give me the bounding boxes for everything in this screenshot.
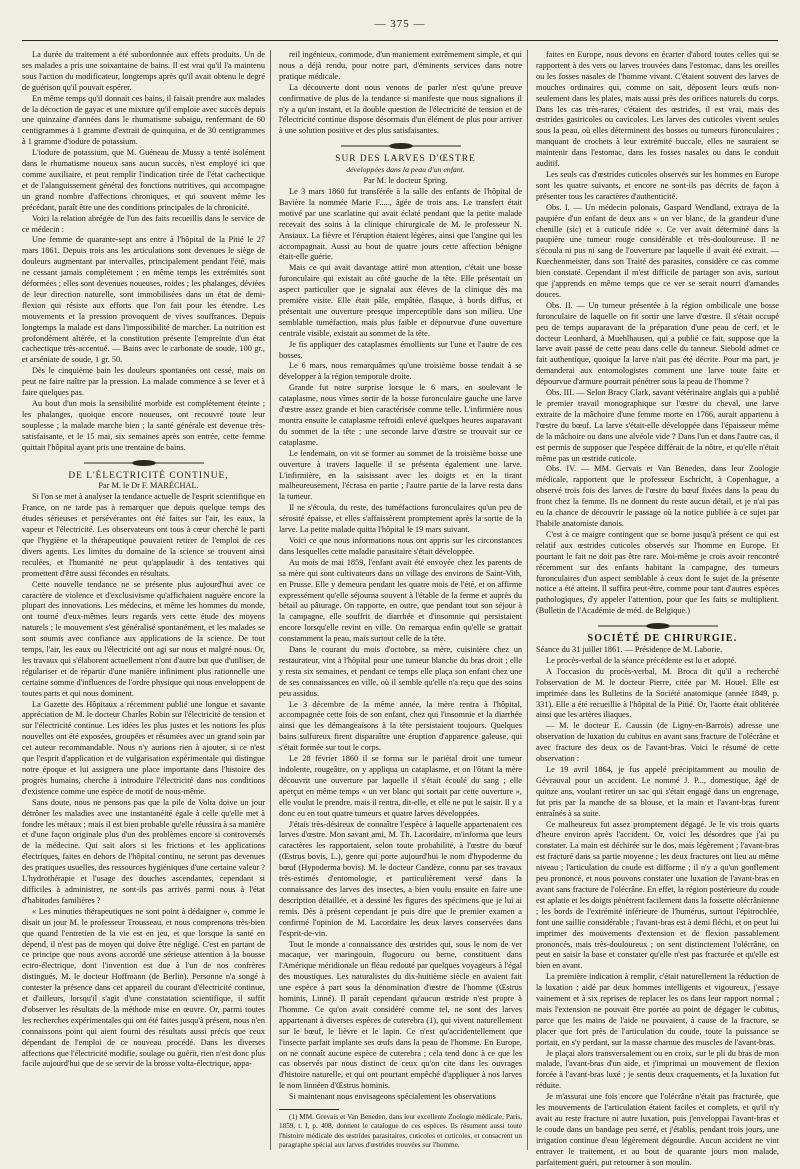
paragraph: Si l'on se met à analyser la tendance actuelle de l'esprit scientifique en France, on ne tarde pas à remarquer que depuis quelque temps des études sérieuses et persévérantes ont été faites sur l'air, les eaux, la vapeur et l'électricité. Les observateurs ont tous à cœur cherché le parti que l'hygiène et la thérapeutique pouvaient retirer de l'emploi de ces divers agents. Les limites du domaine de la science se trouvent ainsi reculées, et l'humanité ne peut qu'applaudir à des tentatives qui promettent d'être aussi fécondes en résultats. [22,492,265,578]
header-rule [22,40,778,41]
paragraph: Obs. III. — Selon Bracy Clark, savant vétérinaire anglais qui a publié le premier travail monographique sur l'œstre du cheval, une larve extraite de la mâchoire d'une femme morte en 1766, aurait appartenu à l'œstre du bœuf. La larve s'était-elle développée dans l'épaisseur même de la mâchoire ou dans une alvéole vide ? Dans l'un et dans l'autre cas, il est permis de supposer que l'espèce différait de la nôtre, et qu'elle n'était même pas un œstride cuticole. [536,388,779,463]
section-ornament [536,622,779,630]
article-byline: Par M. le docteur Spring. [363,176,448,186]
page-number: — 375 — [374,18,426,30]
paragraph: Au mois de mai 1859, l'enfant avait été envoyée chez les parents de sa mère qui sont cultivateurs dans un village des environs de Saint-Vith, en Prusse. Elle y demeura pendant les quatre mois de l'été, et on affirme expressément qu'elle séjourna souvent à l'étable de la ferme et auprès du bétail au pâturage. On rapporte, en outre, que pendant tout son séjour à la campagne, elle souffrit de diarrhée et d'insomnie qui persistaient encore lorsqu'elle revint en ville. On remarqua enfin qu'elle se grattait constamment la peau, mais surtout celle de la tête. [279,557,522,644]
paragraph: Voici la relation abrégée de l'un des faits recueillis dans le service de ce médecin : [22,213,265,234]
paragraph: Dès le cinquième bain les douleurs spontanées ont cessé, mais on peut ne faire naître par la pression. La malade commence à se lever et à faire quelques pas. [22,366,265,398]
paragraph: Je m'assurai une fois encore que l'olécrâne n'était pas fracturée, que les mouvements de l'articulation étaient faciles et complets, et qu'il n'y avait au reste fracture ni autre luxation, puis j'enveloppai l'avant-bras et le coude dans un bandage peu serré, et j'établis, pendant trois jours, une irrigation continue d'eau légèrement dégourdie. Aucun accident ne vint entraver le traitement, et au bout de quarante jours mon malade, parfaitement guéri, put retourner à son moulin. [536,1092,779,1167]
paragraph: Les seuls cas d'œstrides cuticoles observés sur les hommes en Europe sont les quatre suivants, et encore ne sont-ils pas décrits de façon à présenter tous les caractères d'authenticité. [536,169,779,201]
paragraph: reil ingénieux, commode, d'un maniement extrêmement simple, et qui nous a déjà rendu, pour notre part, d'éminents services dans notre pratique médicale. [279,50,522,81]
paragraph: Le 3 décembre de la même année, la mère rentra à l'hôpital, accompagnée cette fois de son enfant, chez qui l'insomnie et la diarrhée ainsi que les démangeaisons à la tête persistaient toujours. Quelques bains sulfureux firent disparaître une éruption d'apparence galeuse, qui s'était formée sur tout le corps. [279,699,522,753]
paragraph: Le 6 mars, nous remarquâmes qu'une troisième bosse tendait à se développer à la région temporale droite. [279,361,522,382]
article-byline: Par M. le Dr F. MARÉCHAL. [98,481,199,491]
section-heading: SOCIÉTÉ DE CHIRURGIE. [587,633,738,645]
paragraph: Dans le courant du mois d'octobre, sa mère, cuisinière chez un restaurateur, vint à l'hôpital pour une tumeur blanche du bras droit ; elle y resta six semaines, et pendant ce temps elle plaça son enfant chez une de ses connaissances en ville, où il semble qu'elle n'a reçu que des soins peu assidus. [279,645,522,698]
column-3-article [536,656,779,1169]
paragraph: Je plaçai alors transversalement ou en croix, sur le pli du bras de mon malade, l'avant-bras d'un aide, et j'imprimai un mouvement de flexion forcée à l'avant-bras luxé ; je sentis deux craquements, et la luxation fut réduite. [536,1048,779,1091]
section-ornament [22,459,265,467]
column-divider [270,50,271,1150]
article-title: SUR DES LARVES D'ŒSTRE [335,154,476,165]
paragraph: Le 28 février 1860 il se forma sur le pariétal droit une tumeur indolente, rougeâtre, on y appliqua un cataplasme, et on l'ôtant la mère découvrit une ouverture par laquelle il s'était écoulé du sang ; elle aperçut en même temps « un ver blanc qui sortait par cette ouverture », elle voulut le prendre, mais il rentra, dit-elle, et elle ne put le saisir. Il y a donc eu en tout quatre tumeurs et quatre larves développées. [279,754,522,818]
ornament-rule-icon [598,622,718,630]
paragraph: Si maintenant nous envisageons spécialement les observations [289,1092,496,1102]
paragraph: La première indication à remplir, c'était naturellement la réduction de la luxation ; aidé par deux hommes intelligents et vigoureux, j'essaye vainement et à six reprises de replacer les os dans leur rapport normal ; mais l'extension ne pouvait être portée au point de dégager le cubitus, parce que les mains de l'aide ne pouvaient, à cause de la fracture, se placer que fort près de l'articulation du coude, toute la puissance se portait, en s'y perdant, sur la masse charnue des muscles de l'avant-bras. [536,972,779,1047]
paragraph: C'est à ce maigre contingent que se borne jusqu'à présent ce qui est relatif aux œstrides cuticoles observés sur l'homme en Europe. Et pourtant le fait ne doit pas être rare. Moi-même je crois avoir rencontré récemment sur des enfants habitant la campagne, des tumeurs furonculaires d'un aspect semblable à ceux dont le sujet de la présente notice a été atteint. Il suffira peut-être, comme pour tant d'autres espèces pathologiques, d'y appeler l'attention, pour que les faits se multiplient. (Bulletin de l'Académie de méd. de Belgique.) [536,529,779,616]
column-1-intro [22,50,265,454]
ornament-rule-icon [341,142,461,150]
paragraph: Grande fut notre surprise lorsque le 6 mars, en soulevant le cataplasme, nous vîmes sortir de la bosse furonculaire gauche une larve d'œstre assez grande et bien caractérisée comme telle. L'infirmière nous montra ensuite le cataplasme refroidi enlevé quelques heures auparavant du sommet de la tête ; une seconde larve d'œstre se trouvait sur ce cataplasme. [279,383,522,447]
paragraph: L'iodure de potassium, que M. Guéneau de Mussy a tenté isolément dans le rhumatisme noueux sans aucun succès, n'est employé ici que comme auxiliaire, et peut remplir l'indication tirée de l'état cachectique et de l'alanguissement général des fonctions nutritives, qui accompagne un grand nombre d'affections chroniques, et qui souvent même les précédant, paraît être une des conditions principales de la chronicité. [22,148,265,212]
paragraph: La durée du traitement a été subordonnée aux effets produits. Un de ses malades a pris une soixantaine de bains. Il est vrai qu'il l'a maintenu sous l'action du modificateur, longtemps après qu'il avait obtenu le degré de guérison qu'il pouvait espérer. [22,50,265,92]
column-2-article [279,187,522,1103]
column-1-article [22,492,265,1070]
paragraph: En même temps qu'il donnait ces bains, il faisait prendre aux malades de la décoction de gayac et une mixture qu'il emploie avec succès depuis une quinzaine d'années dans le rhumatisme subaigu, renfermant de 60 centigrammes à 1 gramme d'extrait de quinquina, et de 30 centigrammes à 1 gramme d'iodure de potassium. [22,93,265,147]
paragraph: Obs. IV. — MM. Gervais et Van Beneden, dans leur Zoologie médicale, rapportent que le professeur Eschricht, à Copenhague, a observé trois fois des larves de l'œstre du bœuf fixées dans la peau du front chez la femme. Ils ne donnent du reste aucun détail, et je n'ai pas eu la chance de découvrir le passage où la notice publiée à ce sujet par l'habile anatomiste danois. [536,464,779,528]
paragraph: Une femme de quarante-sept ans entre à l'hôpital de la Pitié le 27 mars 1861. Depuis trois ans les articulations sont devenues le siège de douleurs augmentant par intervalles, principalement pendant l'été, mais ne cessant jamais complétement ; en même temps les extrémités sont déformées ; elles sont devenues noueuses, roides ; les phalanges, déviées de leur direction naturelle, sont immobilisées dans un état de demi-flexion qui résiste aux efforts que l'on fait pour les étendre. Les mouvements et la pression provoquent de vives souffrances. Depuis longtemps la malade est dans l'impossibilité de marcher. La nutrition est profondément altérée, et la constitution présente l'empreinte d'un état cachectique très-accentué. — Bains avec le carbonate de soude, 100 gr., et arséniate de soude, 1 gr. 50. [22,235,265,365]
column-1 [22,50,265,1150]
paragraph: Il ne s'écoula, du reste, des tuméfactions furonculaires qu'un peu de sérosité épaisse, et elles s'affaissèrent promptement après la sortie de la larve. La petite malade quitta l'hôpital le 19 mars suivant. [279,503,522,535]
footnote-rule [279,1109,339,1110]
paragraph: Le 19 avril 1864, je fus appelé précipitamment au moulin de Gévrauval pour un accident. Le nommé J. P..., domestique, âgé de quinze ans, voulant retirer un sac qui s'était engagé dans un engrenage, fut pris par la manche de sa blouse, et la main et l'avant-bras furent entraînés à sa suite. [536,765,779,818]
paragraph: A l'occasion du procès-verbal, M. Broca dit qu'il a recherché l'observation de M. le docteur Pierre, citée par M. Houel. Elle est imprimée dans les Bulletins de la Société anatomique (année 1849, p. 331). Elle a été recueillie à l'hôpital de la Pitié. Or, l'aorte était oblitérée ainsi que les artères iliaques. [536,666,779,720]
paragraph: — M. le docteur E. Caussin (de Ligny-en-Barrois) adresse une observation de luxation du cubitus en avant sans fracture de l'olécrâne et avec fracture des deux os de l'avant-bras. Voici le résumé de cette observation : [536,721,779,764]
paragraph: Tout le monde a connaissance des œstrides qui, sous le nom de ver macaque, ver maringouin, flugocuru ou berne, constituent dans l'Amérique méridionale un fléau redouté par quelques voyageurs à l'égal des moustiques. Les naturalistes du dix-huitième siècle en avaient fait une espèce à part sous la dénomination d'œstre de l'homme (Œstrus hominis, Linné). Il paraît cependant qu'aucun œstride n'est propre à l'homme. Ce qu'on avait considéré comme tel, ne sont des larves appartenant à diverses espèces de cuterebra (1), qui vivent naturellement sur le bœuf, le lièvre et le lapin. Ce n'est qu'accidentellement que l'insecte parfait implante ses œufs dans la peau de l'homme. En Europe, on ne connaît aucune espèce de cuterebra ; cela tend donc à ce que les cas observés par nous distinct de ceux qu'on cite dans les ouvrages d'histoire naturelle, et qui ont pourtant empêché d'appliquer à nos larves le nom linnéen d'Œstrus hominis. [279,939,522,1091]
ornament-rule-icon [84,459,204,467]
paragraph: J'étais très-désireux de connaître l'espèce à laquelle appartenaient ces larves d'œstre. Mon savant ami, M. Th. Lacordaire, m'informa que leurs caractères les rapportaient, selon toute probabilité, à l'œstre du bœuf (Œstrus bovis, L.), genre qui porte aujourd'hui le nom d'hypoderme du bœuf (Hypoderma bovis). M. le docteur Candèze, connu par ses travaux très-estimés d'entomologie, et particulièrement versé dans la connaissance des larves des insectes, a bien voulu ensuite en faire une description détaillée, et a dessiné les figures des spécimens que je lui ai remis. Dès à présent cependant je puis dire que le premier examen a confirmé l'opinion de M. Lacordaire les deux larves conservées dans l'esprit-de-vin. [279,819,522,938]
paragraph: Ce malheureux fut assez promptement dégagé. Je le vis trois quarts d'heure environ après l'accident. Or, voici les désordres que j'ai pu constater. La main est déchirée sur le dos, mais légèrement ; l'avant-bras est fracturé dans sa partie moyenne ; les deux fractures ont lieu au même niveau ; l'articulation du coude est difforme ; il n'y a qu'un gonflement peu prononcé, et nous pouvons constater une luxation de l'avant-bras en avant sans fracture de l'olécrâne. En effet, la région postérieure du coude est aplatie et les doigts pénètrent facilement dans la fossette olécrânienne ; les bords de l'extrémité inférieure de l'humérus, surtout l'épitrochlée, font une saillie considérable ; l'avant-bras est à demi fléchi, et on peut lui imprimer des mouvements d'extension et de flexion passablement prononcés, mais très-douloureux ; on sent distinctement l'olécrâne, on peut en saisir la base et constater qu'elle n'est pas fracturée et qu'elle est bien en avant. [536,819,779,971]
column-2-intro [279,50,522,137]
paragraph: Au bout d'un mois la sensibilité morbide est complétement éteinte ; les phalanges, quoique encore noueuses, ont recouvré toute leur souplesse ; la malade marche bien ; la santé générale est devenue très-satisfaisante, et le 15 mai, six semaines après son entrée, cette femme quittait l'hôpital ayant pris une trentaine de bains. [22,399,265,452]
paragraph: Le 3 mars 1860 fut transférée à la salle des enfants de l'hôpital de Bavière la nommée Marie F....., âgée de trois ans. Le transfert était motivé par une scarlatine qui avait éclaté pendant que la petite malade recevait des soins à la clinique chirurgicale de M. le professeur N. Ansiaux. La fièvre et l'éruption étaient légères, ainsi que l'angine qui les accompagnait. Aussi au bout de quatre jours cette affection bénigne était-elle guérie. [279,186,522,262]
paragraph: Obs. I. — Un médecin polonais, Gaspard Wendland, extraya de la paupière d'un enfant de deux ans « un ver blanc, de la grandeur d'une chenille (sic) et à cuticule ridée ». Ce ver avait déterminé dans la paupière une tumeur rouge considérable et très-douloureuse. Il ne s'écoula ni pus ni sang de l'ouverture par laquelle il avait été extrait. — Kuechenmeister, dans son Traité des parasites, considère ce cas comme bien constaté. Cependant il m'est difficile de partager son avis, surtout que j'apprends en même temps que ce ver se serait nourri d'amandes douces. [536,202,779,299]
paragraph: La découverte dont nous venons de parler n'est qu'une preuve confirmative de plus de la tendance si manifeste que nous signalions il n'y a qu'un instant, et la double question de l'électricité de tension et de l'électricité continue dispose désormais d'un élément de plus pour arriver à une solution positive et des plus satisfaisantes. [279,82,522,136]
paragraph: Le procès-verbal de la séance précédente est lu et adopté. [546,655,737,665]
paragraph: Cette nouvelle tendance ne se présente plus aujourd'hui avec ce caractère de violence et d'exclusivisme qu'affichaient naguère encore la plupart des innovations. Les médecins, et même les hommes du monde, ont tourné d'eux-mêmes leurs regards vers cette étude des moyens naturels ; le mouvement s'est généralisé spontanément, et les malades se sont soumis avec confiance aux applications de la science. De tout temps, l'air, les eaux ou l'électricité ont agi sur nous et malgré nous. Or, les travaux qui s'élaborent actuellement n'ont d'autre but que d'utiliser, de régulariser et de répartir d'une manière infiniment plus rationnelle une certaine somme d'influences de l'ordre physique qui nous enveloppent de toutes parts et qui nous dominent. [22,579,265,698]
session-line: Séance du 31 juillet 1861. — Présidence de M. Laborie. [536,645,723,655]
column-divider [527,50,528,1150]
paragraph: La Gazette des Hôpitaux a récemment publié une longue et savante appréciation de M. le docteur Charles Robin sur l'électricité de tension et sur l'électricité continue. Les idées les plus justes et les notions les plus nouvelles ont été exposées, groupées et résumées avec un grand soin par cet auteur recommandable. Nous n'y aurions rien à ajouter, si ce n'est que l'esprit d'application et de vulgarisation expérimentale qui distingue notre époque et lui assignera une place importante dans l'histoire des progrès humains, cherche à introduire l'électricité dans nos conditions d'existence comme une espèce de motif de nous-même. [22,699,265,796]
paragraph: Le lendemain, on vit se former au sommet de la troisième bosse une ouverture à travers laquelle il se présenta également une larve. L'infirmière, en la saisissant avec les doigts et en la tirant malheureusement, l'écrasa en partie ; l'autre partie de la larve resta dans la tumeur. [279,448,522,502]
paragraph: Je fis appliquer des cataplasmes émollients sur l'une et l'autre de ces bosses. [279,339,522,360]
section-ornament [279,142,522,150]
article-subtitle: développées dans la peau d'un enfant. [346,165,465,175]
column-3 [536,50,779,1167]
paragraph: « Les minuties thérapeutiques ne sont point à dédaigner », comme le disait un jour M. le professeur Trousseau, et nous comprenons très-bien que quand l'entretien de la vie est en jeu, et que lorsque la santé en dépend, il n'est pas de moyen qui doive être négligé. C'est en partant de ce principe que nous avons accordé une sérieuse attention à la bousse ectro-électrique, dont l'invention est due à l'un de nos confrères distingués, M. le docteur Hoffmann (de Berlin). Personne n'a songé à contester la présence dans cet appareil du courant d'électricité continue, et d'ailleurs, lorsqu'il s'agit d'une constatation scientifique, il suffit d'observer les résultats de la méthode mise en œuvre. Or, parmi toutes les recherches expérimentales qui ont été faites jusqu'à présent, nous n'en connaissons point qui aient fourni des résultats aussi précis que ceux dépendant de l'emploi de ce nouveau procédé. Dans les diverses affections que l'électricité modifie, soulage ou guérit, rien n'est donc plus facile aujourd'hui que de se servir de la brosse volta-électrique, appa- [22,906,265,1069]
column-3-intro [536,50,779,617]
paragraph: Mais ce qui avait davantage attiré mon attention, c'était une bosse furonculaire qui existait au côté gauche de la tête. Elle présentait un aspect particulier que je signalai aux élèves de la clinique dès ma première visite. Elle était pâle, empâtée, flasque, à bords diffus, et présentait une ouverture presque imperceptible dans son milieu. Une semblable tuméfaction, mais plus faible et dépourvue d'une ouverture centrale visible, existait au sommet de la tête. [279,263,522,338]
article-title: DE L'ÉLECTRICITÉ CONTINUE, [68,470,229,481]
paragraph: faites en Europe, nous devons en écarter d'abord toutes celles qui se rapportent à des vers ou larves trouvées dans l'estomac, dans les oreilles ou les fosses nasales de l'homme vivant. C'étaient souvent des larves de mouches ordinaires qui, comme on sait, déposent leurs œufs non-seulement dans les plaies, mais aussi près des orifices naturels du corps. Dans les cas très-rares, c'étaient des œstrides, il est vrai, mais des œstrides gastricoles ou cavicoles. Les larves des cuticoles vivent seules sous la peau, où elles déterminent des bosses ou tumeurs furonculaires ; manquant de crochets à leur extrémité buccale, elles ne sauraient se maintenir dans l'estomac, dans les fosses nasales ou dans le conduit auditif. [536,50,779,169]
paragraph: Obs. II. — Un tumeur présentée à la région ombilicale une bosse furonculaire de laquelle on fit sortir une larve d'œstre. Il s'était occupé peu de temps auparavant de la préparation d'une peau de cerf, et le docteur Leonhard, à Muehlhausen, qui a publié ce fait, suppose que la larve avait passé de cette peau dans celle du tanneur. Siebold admet ce fait authentique, quoique la larve n'ait pas été décrite. Pour ma part, je demanderai aux entomologistes comment une larve toute faite et dépourvue d'armure pourrait pénétrer sous la peau de l'homme ? [536,300,779,387]
paragraph: Sans doute, nous ne pensons pas que la pile de Volta doive un jour détrôner les maladies avec une instantanéité égale à celle qu'elle met à fondre les métaux ; mais il est bien probable qu'elle réussira à sa manière et d'une façon originale plus d'un des problèmes encore si controversés de la médecine. Qui sait alors si les frictions et les applications électriques, faites en dehors de l'hôpital continu, ne seront pas devenues des pratiques usuelles, des ressources hygiéniques d'une certaine valeur ? L'hydrothérapie et l'usage des douches ascendantes, cependant si difficiles à administrer, ne sont-ils pas arrivés parmi nous à l'état d'habitudes familières ? [22,797,265,905]
footnote: (1) MM. Grevais et Van Beneden, dans leur excellente Zoologie médicale, Paris, 1859, t. I, p. 408, donnent le catalogue de ces espèces. Ils résument aussi toute l'histoire médicale des œstrides parasitaires, cuticoles et cuticoles, et consacrent un paragraphe spécial aux larves d'œstrides trouvées sur l'homme. [279,1113,522,1149]
column-2 [279,50,522,1150]
paragraph: Voici ce que nous informations nous ont appris sur les circonstances dans lesquelles cette maladie parasitaire s'était développée. [279,535,522,556]
